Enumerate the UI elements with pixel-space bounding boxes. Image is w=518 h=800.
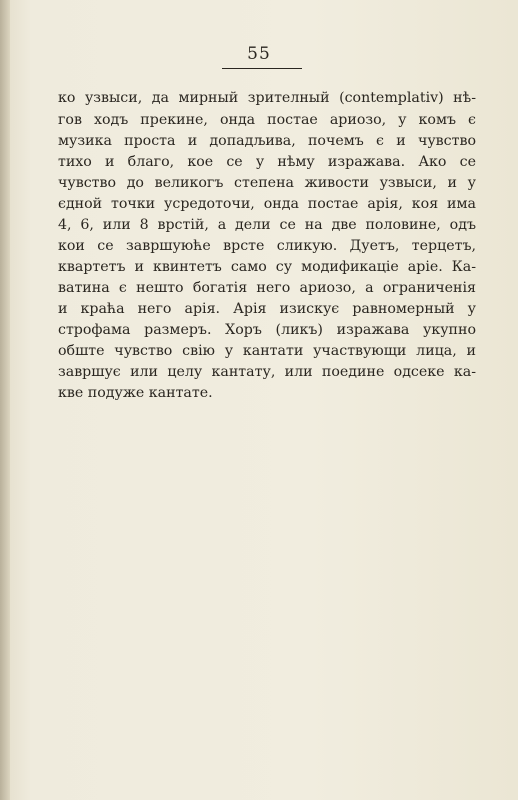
- text-line: и краћа него арія. Арія изискує равномерный у: [58, 301, 476, 317]
- text-line: завршує или целу кантату, или поедине одсеке ка-: [58, 364, 476, 380]
- page-binding-shadow: [0, 0, 10, 800]
- text-line: гов ходъ прекине, онда постае ариозо, у комъ є: [58, 112, 476, 128]
- page-number: 55: [247, 44, 271, 64]
- text-line: строфама размеръ. Хоръ (ликъ) изражава укупно: [58, 322, 476, 338]
- text-line: ко узвыси, да мирный зрителный (contemplativ) нѣ-: [58, 90, 476, 106]
- text-line: музика проста и допадљива, почемъ є и чувство: [58, 133, 476, 149]
- text-line: обште чувство свію у кантати участвующи лица, и: [58, 343, 476, 359]
- text-line: єдной точки усредоточи, онда постае арія, коя има: [58, 196, 476, 212]
- text-line: чувство до великогъ степена живости узвыси, и у: [58, 175, 476, 191]
- text-line: кои се завршуюће врсте сликую. Дуетъ, терцетъ,: [58, 238, 476, 254]
- text-line: тихо и благо, кое се у нѣму изражава. Ако се: [58, 154, 476, 170]
- header-rule: [222, 68, 302, 69]
- text-line: 4, 6, или 8 врстій, а дели се на две половине, одъ: [58, 217, 476, 233]
- text-line: квартетъ и квинтетъ само су модификаціе аріе. Ка-: [58, 259, 476, 275]
- text-line: ватина є нешто богатія него ариозо, а ограниченія: [58, 280, 476, 296]
- text-line: кве подуже кантате.: [58, 385, 213, 401]
